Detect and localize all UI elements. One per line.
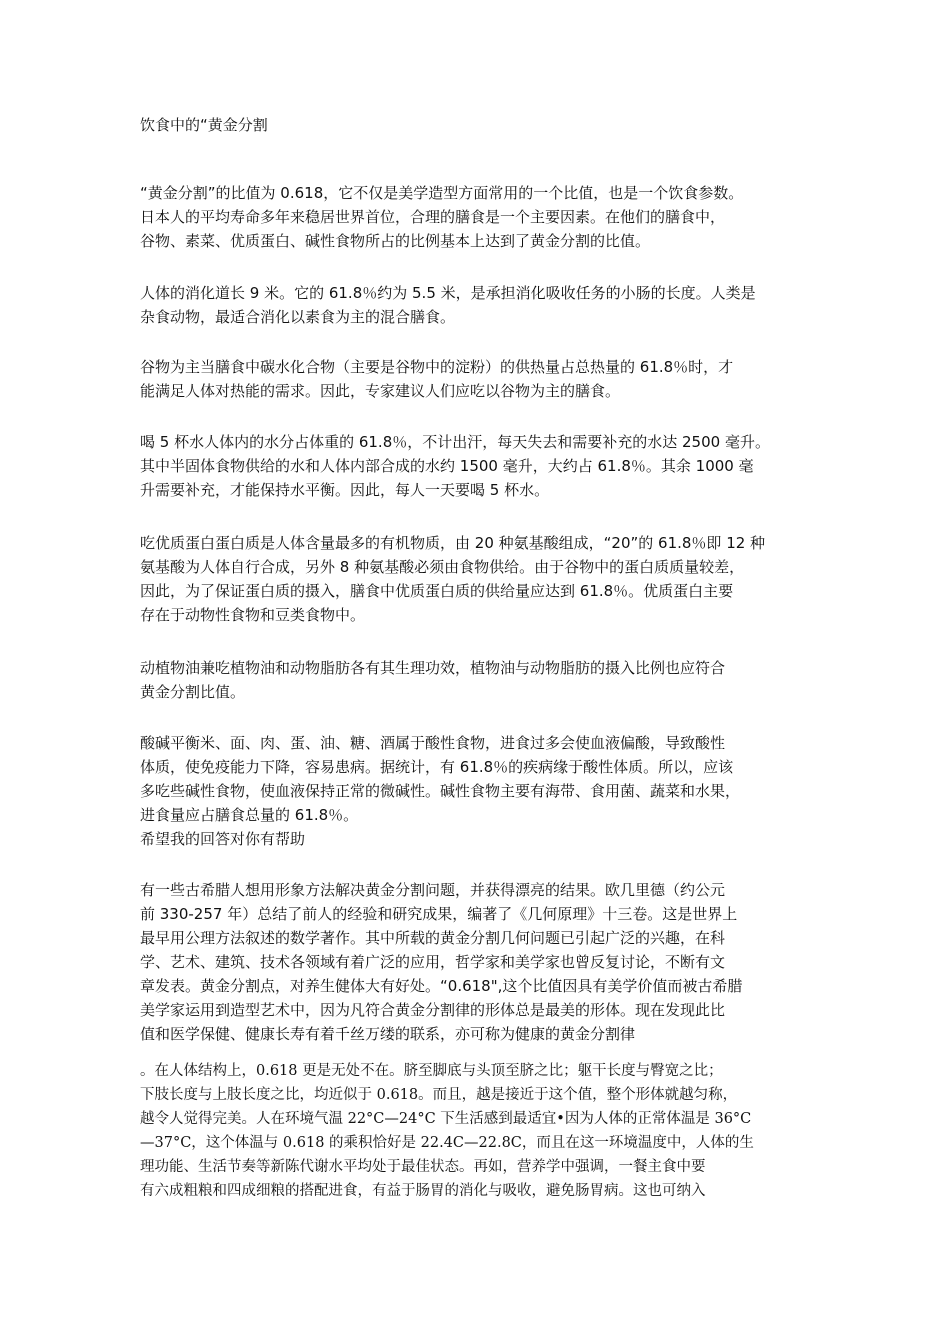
- text-line: 吃优质蛋白蛋白质是人体含量最多的有机物质，由 20 种氨基酸组成，“20”的 61.8％即 12 种: [140, 534, 766, 552]
- text-line: 最早用公理方法叙述的数学著作。其中所载的黄金分割几何问题已引起广泛的兴趣，在科: [140, 929, 726, 947]
- text-line: 多吃些碱性食物，使血液保持正常的微碱性。碱性食物主要有海带、食用菌、蔬菜和水果，: [140, 782, 741, 800]
- text-line: “黄金分割”的比值为 0.618，它不仅是美学造型方面常用的一个比值，也是一个饮食参数。: [140, 184, 744, 202]
- text-line: 升需要补充，才能保持水平衡。因此，每人一天要喝 5 杯水。: [140, 481, 550, 499]
- text-line: 理功能、生活节奏等新陈代谢水平均处于最佳状态。再如，营养学中强调，一餐主食中要: [140, 1159, 706, 1175]
- document-title: 饮食中的“黄金分割: [140, 116, 268, 134]
- text-line: 有六成粗粮和四成细粮的搭配进食，有益于肠胃的消化与吸收，避免肠胃病。这也可纳入: [140, 1183, 706, 1199]
- text-line: 下肢长度与上肢长度之比，均近似于 0.618。而且，越是接近于这个值，整个形体就越匀称，: [140, 1087, 738, 1103]
- text-line: 学、艺术、建筑、技术各领域有着广泛的应用，哲学家和美学家也曾反复讨论，不断有文: [140, 953, 726, 971]
- text-line: 氨基酸为人体自行合成，另外 8 种氨基酸必须由食物供给。由于谷物中的蛋白质质量较差，: [140, 558, 745, 576]
- text-line: 谷物、素菜、优质蛋白、碱性食物所占的比例基本上达到了黄金分割的比值。: [140, 232, 651, 250]
- text-line: 越令人觉得完美。人在环境气温 22°C—24°C 下生活感到最适宜•因为人体的正常体温是 36°C: [140, 1111, 752, 1127]
- text-line: 。在人体结构上，0.618 更是无处不在。脐至脚底与头顶至脐之比；躯干长度与臀宽之比；: [140, 1063, 723, 1079]
- text-line: 酸碱平衡米、面、肉、蛋、油、糖、酒属于酸性食物，进食过多会使血液偏酸，导致酸性: [140, 734, 726, 752]
- paragraph-7: [140, 731, 830, 851]
- paragraph-5: [140, 531, 830, 627]
- text-line: 值和医学保健、健康长寿有着千丝万缕的联系，亦可称为健康的黄金分割律: [140, 1025, 636, 1043]
- text-line: 存在于动物性食物和豆类食物中。: [140, 606, 366, 624]
- paragraph-9: [140, 1059, 830, 1203]
- text-line: 希望我的回答对你有帮助: [140, 830, 306, 848]
- text-line: 谷物为主当膳食中碳水化合物（主要是谷物中的淀粉）的供热量占总热量的 61.8％时，才: [140, 358, 734, 376]
- text-line: 动植物油兼吃植物油和动物脂肪各有其生理功效，植物油与动物脂肪的摄入比例也应符合: [140, 659, 726, 677]
- text-line: 杂食动物，最适合消化以素食为主的混合膳食。: [140, 308, 456, 326]
- text-line: —37°C，这个体温与 0.618 的乘积恰好是 22.4C—22.8C，而且在这一环境温度中，人体的生: [140, 1135, 754, 1151]
- paragraph-1: [140, 181, 830, 253]
- text-line: 进食量应占膳食总量的 61.8％。: [140, 806, 359, 824]
- paragraph-6: [140, 656, 830, 704]
- text-line: 有一些古希腊人想用形象方法解决黄金分割问题，并获得漂亮的结果。欧几里德（约公元: [140, 881, 726, 899]
- text-line: 人体的消化道长 9 米。它的 61.8％约为 5.5 米，是承担消化吸收任务的小肠的长度。人类是: [140, 284, 756, 302]
- paragraph-4: [140, 430, 830, 502]
- text-line: 能满足人体对热能的需求。因此，专家建议人们应吃以谷物为主的膳食。: [140, 382, 621, 400]
- text-line: 因此，为了保证蛋白质的摄入，膳食中优质蛋白质的供给量应达到 61.8％。优质蛋白主要: [140, 582, 734, 600]
- paragraph-3: [140, 355, 830, 403]
- text-line: 体质，使免疫能力下降，容易患病。据统计，有 61.8％的疾病缘于酸性体质。所以，应该: [140, 758, 734, 776]
- text-line: 前 330-257 年）总结了前人的经验和研究成果，编著了《几何原理》十三卷。这是世界上: [140, 905, 738, 923]
- text-line: 日本人的平均寿命多年来稳居世界首位，合理的膳食是一个主要因素。在他们的膳食中，: [140, 208, 726, 226]
- text-line: 美学家运用到造型艺术中，因为凡符合黄金分割律的形体总是最美的形体。现在发现此比: [140, 1001, 726, 1019]
- text-line: 喝 5 杯水人体内的水分占体重的 61.8％，不计出汗，每天失去和需要补充的水达 2500 毫升。: [140, 433, 770, 451]
- text-line: 章发表。黄金分割点，对养生健体大有好处。“0.618",这个比值因具有美学价值而被古希腊: [140, 977, 743, 995]
- text-line: 其中半固体食物供给的水和人体内部合成的水约 1500 毫升，大约占 61.8％。其余 1000 毫: [140, 457, 754, 475]
- text-line: 黄金分割比值。: [140, 683, 246, 701]
- paragraph-2: [140, 281, 830, 329]
- paragraph-8: [140, 878, 830, 1046]
